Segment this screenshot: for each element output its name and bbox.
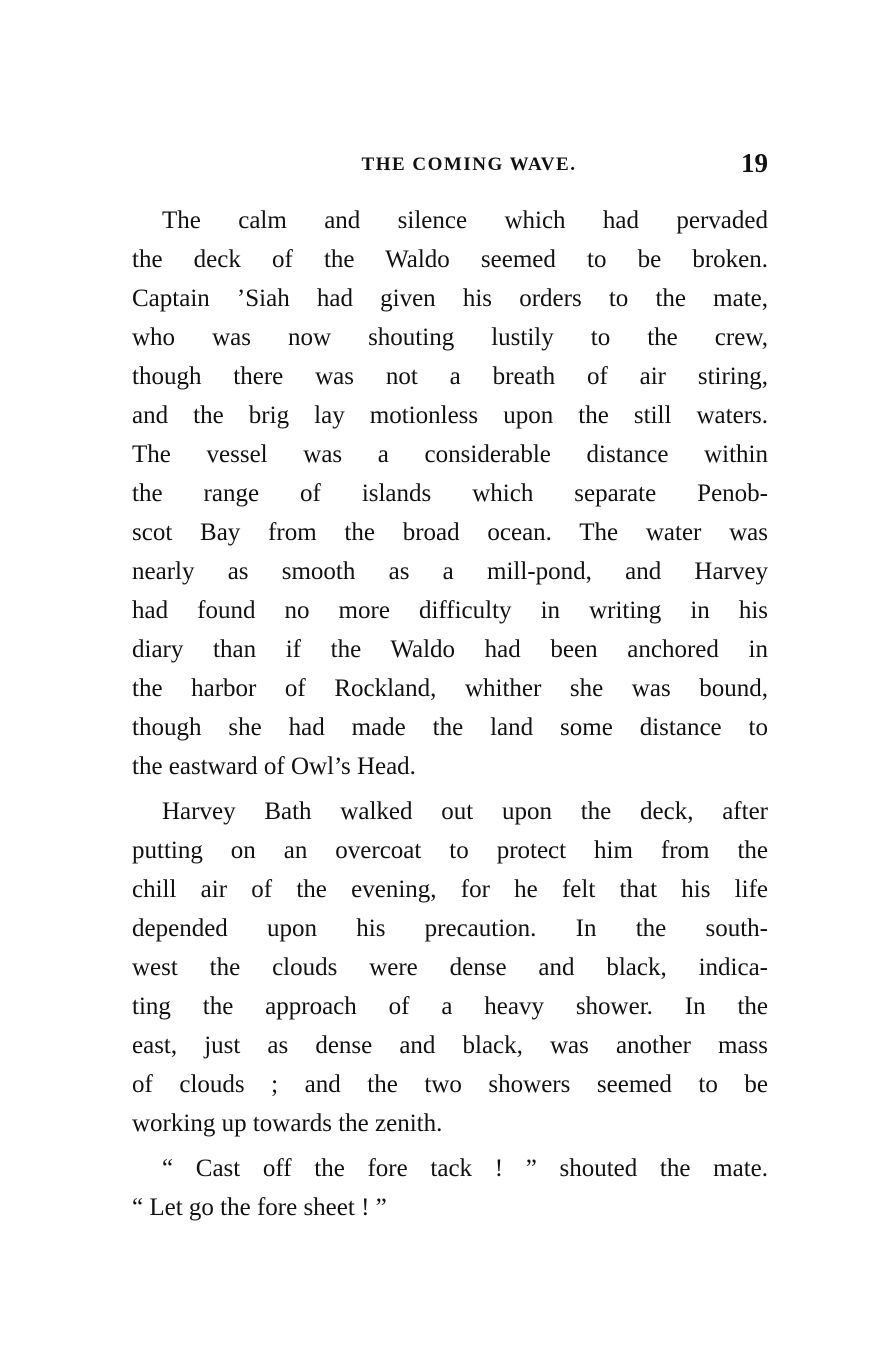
text-line: the harbor of Rockland, whither she was bound, <box>132 675 768 702</box>
text-line: scot Bay from the broad ocean. The water was <box>132 519 768 546</box>
text-line: putting on an overcoat to protect him from the <box>132 837 768 864</box>
text-line: The vessel was a considerable distance within <box>132 441 768 468</box>
body-text <box>132 201 768 1227</box>
text-line: the deck of the Waldo seemed to be broken. <box>132 246 768 273</box>
chapter-title: THE COMING WAVE. <box>361 154 577 175</box>
text-line: Captain ’Siah had given his orders to the mate, <box>132 285 768 312</box>
text-line: and the brig lay motionless upon the still waters. <box>132 402 768 429</box>
text-line: Harvey Bath walked out upon the deck, after <box>162 798 768 825</box>
text-line: nearly as smooth as a mill-pond, and Harvey <box>132 558 768 585</box>
text-line: The calm and silence which had pervaded <box>162 207 768 234</box>
text-line: though she had made the land some distance to <box>132 714 768 741</box>
text-line: west the clouds were dense and black, indica- <box>132 954 768 981</box>
text-line: diary than if the Waldo had been anchored in <box>132 636 768 663</box>
text-line: working up towards the zenith. <box>132 1110 443 1137</box>
paragraph-1 <box>132 201 768 786</box>
text-line: chill air of the evening, for he felt that his life <box>132 876 768 903</box>
text-line: the eastward of Owl’s Head. <box>132 753 416 780</box>
text-line: of clouds ; and the two showers seemed to be <box>132 1071 768 1098</box>
text-line: had found no more difficulty in writing in his <box>132 597 768 624</box>
paragraph-2 <box>132 792 768 1143</box>
text-line: depended upon his precaution. In the south- <box>132 915 768 942</box>
paragraph-3 <box>132 1149 768 1227</box>
text-line: “ Cast off the fore tack ! ” shouted the mate. <box>162 1155 768 1182</box>
text-line: ting the approach of a heavy shower. In the <box>132 993 768 1020</box>
running-head <box>130 148 768 182</box>
text-line: east, just as dense and black, was another mass <box>132 1032 768 1059</box>
text-line: the range of islands which separate Penob- <box>132 480 768 507</box>
text-line: who was now shouting lustily to the crew, <box>132 324 768 351</box>
page-number: 19 <box>741 148 768 178</box>
text-line: though there was not a breath of air stiring, <box>132 363 768 390</box>
text-line: “ Let go the fore sheet ! ” <box>132 1194 387 1221</box>
